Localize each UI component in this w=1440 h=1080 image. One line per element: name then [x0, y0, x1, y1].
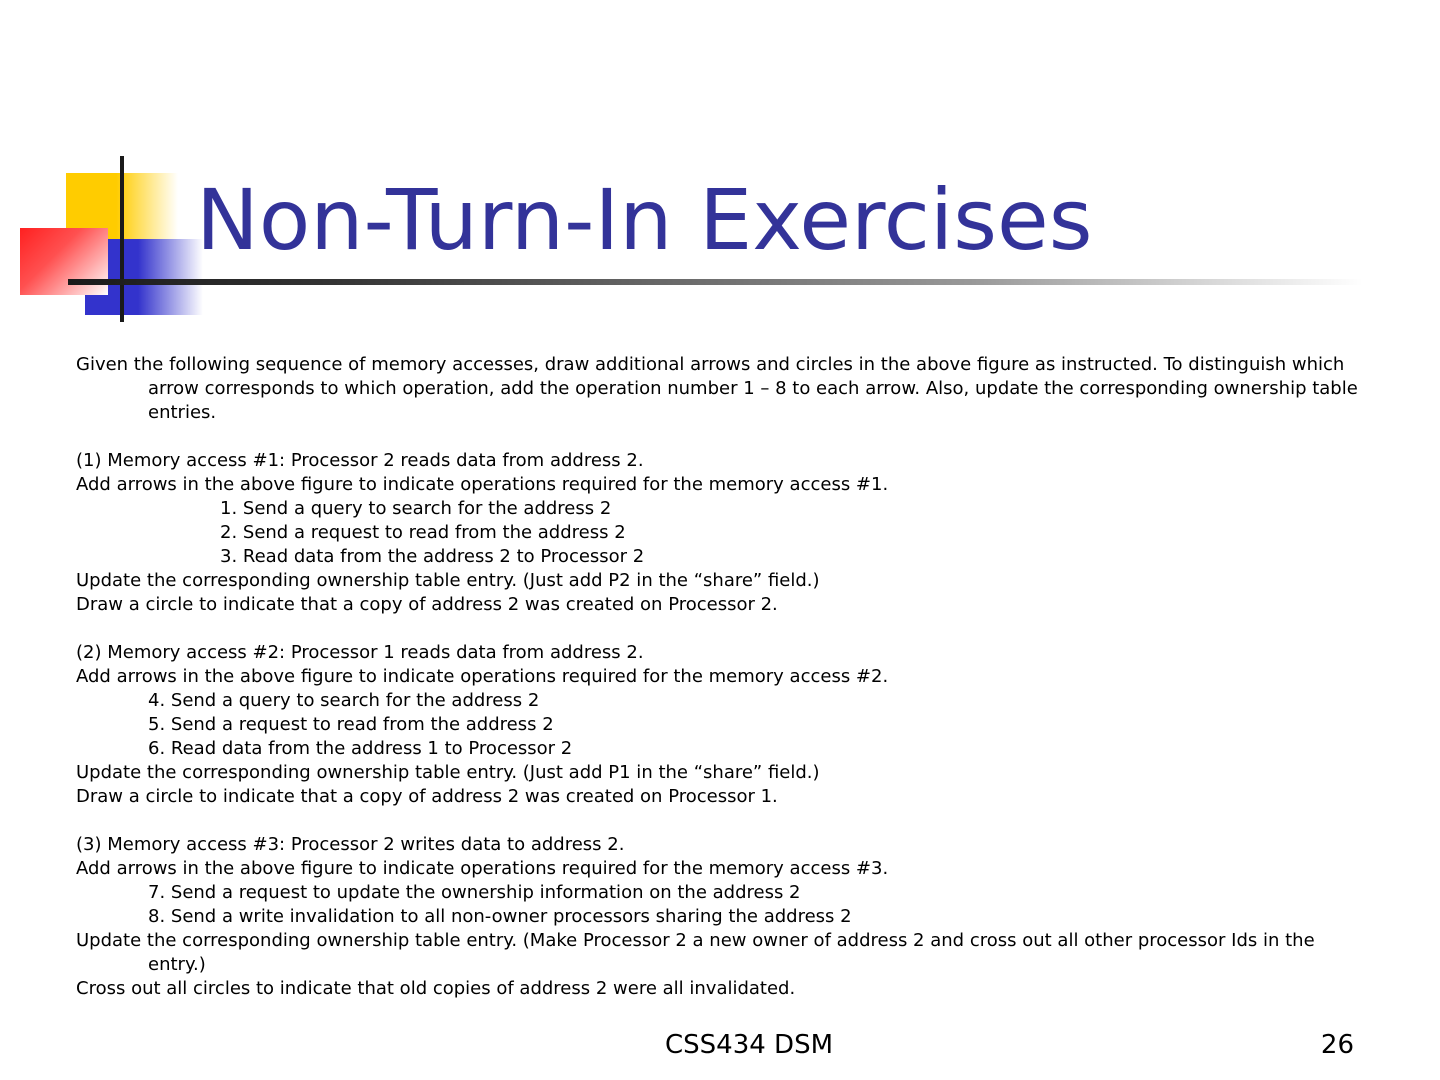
intro-paragraph: Given the following sequence of memory accesses, draw additional arrows and circles in the above figure as instructed. To distinguish which arrow corresponds to which operation, add the operation number 1 – 8 to each arrow. Also, update the corresponding ownership table entries.	[76, 354, 1358, 423]
access2-step: 6. Read data from the address 1 to Processor 2	[148, 738, 573, 759]
access2-step: 5. Send a request to read from the address 2	[148, 714, 554, 735]
access2-circle: Draw a circle to indicate that a copy of address 2 was created on Processor 1.	[76, 786, 778, 807]
access1-arrows: Add arrows in the above figure to indicate operations required for the memory access #1.	[76, 474, 889, 495]
access2-arrows: Add arrows in the above figure to indicate operations required for the memory access #2.	[76, 666, 889, 687]
access3-step: 7. Send a request to update the ownership information on the address 2	[148, 882, 801, 903]
access2-heading: (2) Memory access #2: Processor 1 reads data from address 2.	[76, 642, 644, 663]
access1-update: Update the corresponding ownership table entry. (Just add P2 in the “share” field.)	[76, 570, 820, 591]
access2-update: Update the corresponding ownership table entry. (Just add P1 in the “share” field.)	[76, 762, 820, 783]
logo-vertical-line	[120, 156, 124, 322]
access1-step: 3. Read data from the address 2 to Processor 2	[220, 546, 645, 567]
access3-cross: Cross out all circles to indicate that old copies of address 2 were all invalidated.	[76, 978, 796, 999]
slide-body	[76, 353, 1366, 1001]
access1-step: 1. Send a query to search for the address 2	[220, 498, 612, 519]
slide-title: Non-Turn-In Exercises	[196, 171, 1093, 269]
access1-heading: (1) Memory access #1: Processor 2 reads data from address 2.	[76, 450, 644, 471]
access1-circle: Draw a circle to indicate that a copy of address 2 was created on Processor 2.	[76, 594, 778, 615]
access1-step: 2. Send a request to read from the address 2	[220, 522, 626, 543]
footer-page-number: 26	[1320, 1030, 1354, 1060]
access3-arrows: Add arrows in the above figure to indicate operations required for the memory access #3.	[76, 858, 889, 879]
access3-heading: (3) Memory access #3: Processor 2 writes data to address 2.	[76, 834, 625, 855]
title-underline	[68, 279, 1363, 285]
access2-step: 4. Send a query to search for the address 2	[148, 690, 540, 711]
footer-course: CSS434 DSM	[665, 1030, 834, 1060]
access3-update: Update the corresponding ownership table entry. (Make Processor 2 a new owner of address 2 and cross out all other processor Ids in the entry.)	[76, 930, 1315, 975]
access3-step: 8. Send a write invalidation to all non-owner processors sharing the address 2	[148, 906, 852, 927]
